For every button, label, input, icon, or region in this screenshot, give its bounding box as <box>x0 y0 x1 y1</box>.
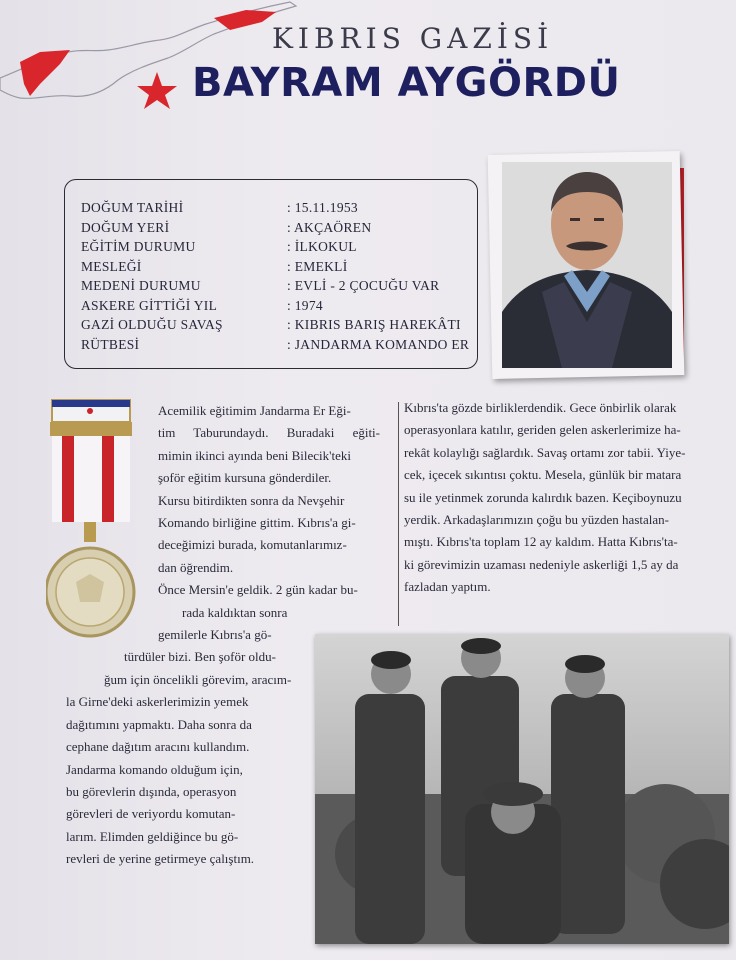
text-line: fazladan yaptım. <box>404 579 491 595</box>
info-value: : KIBRIS BARIŞ HAREKÂTI <box>287 317 461 332</box>
info-value: : AKÇAÖREN <box>287 219 372 235</box>
text-line: mimin ikinci ayında beni Bilecik'teki <box>158 447 351 463</box>
text-line: rekât kolaylığı sağlardık. Savaş ortamı zor tabii. Yiye- <box>404 444 686 460</box>
article-kicker: KIBRIS GAZİSİ <box>272 22 554 55</box>
text-line: cek, içecek sıkıntısı çoktu. Mesela, günlük bir matara <box>404 467 682 483</box>
text-line: Acemilik eğitimim Jandarma Er Eği- <box>158 403 351 418</box>
info-label: ASKERE GİTTİĞİ YIL <box>81 297 218 313</box>
text-line: deceğimizi burada, komutanlarımız- <box>158 537 347 553</box>
text-line: Jandarma komando olduğum için, <box>66 761 243 777</box>
veteran-name: BAYRAM AYGÖRDÜ <box>192 60 621 106</box>
info-label: DOĞUM YERİ <box>81 219 170 235</box>
text-line: Kıbrıs'ta gözde birliklerdendik. Gece önbirlik olarak <box>404 400 677 415</box>
text-line: revleri de yerine getirmeye çalıştım. <box>66 851 255 867</box>
text-line: dan öğrendim. <box>158 559 234 575</box>
info-value: : 15.11.1953 <box>287 200 358 215</box>
info-value: : JANDARMA KOMANDO ER <box>287 336 470 352</box>
info-value: : EVLİ - 2 ÇOCUĞU VAR <box>287 278 440 293</box>
info-value: : İLKOKUL <box>287 239 357 254</box>
text-line: ğum için öncelikli görevim, aracım- <box>104 671 292 687</box>
info-value: : 1974 <box>287 297 323 313</box>
text-line: yerdik. Arkadaşlarımızın çoğu bu yüzden hastalan- <box>404 512 669 528</box>
text-line: türdüler bizi. Ben şoför oldu- <box>124 649 276 665</box>
info-label: MESLEĞİ <box>81 258 142 274</box>
text-line: dağıtımını yapmaktı. Daha sonra da <box>66 716 252 732</box>
column-divider <box>398 402 399 626</box>
text-line: gemilerle Kıbrıs'a gö- <box>158 627 272 643</box>
text-line: bu görevlerin dışında, operasyon <box>66 783 237 799</box>
text-line: Kursu bitirdikten sonra da Nevşehir <box>158 492 345 508</box>
info-label: DOĞUM TARİHİ <box>81 200 184 215</box>
text-line: rada kaldıktan sonra <box>182 604 288 620</box>
text-line: operasyonlara katılır, geriden gelen askerlerimize ha- <box>404 422 681 438</box>
info-label: MEDENİ DURUMU <box>81 278 201 293</box>
portrait-photo <box>502 162 672 368</box>
info-label: RÜTBESİ <box>81 336 140 352</box>
info-label: EĞİTİM DURUMU <box>81 239 196 254</box>
text-line: Önce Mersin'e geldik. 2 gün kadar bu- <box>158 582 358 598</box>
info-box <box>64 179 478 369</box>
star-icon <box>137 72 177 109</box>
group-photo <box>315 634 729 944</box>
text-line: su ile yetinmek zorunda kalırdık bazen. Keçiboynuzu <box>404 489 682 505</box>
text-line: larım. Elimden geldiğince bu gö- <box>66 828 239 844</box>
text-line: görevleri de veriyordu komutan- <box>66 806 236 822</box>
text-line: tim Taburundaydı. Buradaki eğiti- <box>158 425 380 441</box>
text-line: cephane dağıtım aracını kullandım. <box>66 739 250 755</box>
info-label: GAZİ OLDUĞU SAVAŞ <box>81 317 223 332</box>
text-line: la Girne'deki askerlerimizin yemek <box>66 694 249 710</box>
info-value: : EMEKLİ <box>287 258 348 274</box>
text-line: şoför eğitim kursuna gönderdiler. <box>158 470 332 486</box>
text-line: mıştı. Kıbrıs'ta toplam 12 ay kaldım. Hatta Kıbrıs'ta- <box>404 534 678 550</box>
text-line: ki görevimizin uzaması nedeniyle askerliği 1,5 ay da <box>404 556 679 572</box>
text-line: Komando birliğine gittim. Kıbrıs'a gi- <box>158 515 356 531</box>
right-column <box>404 397 728 599</box>
